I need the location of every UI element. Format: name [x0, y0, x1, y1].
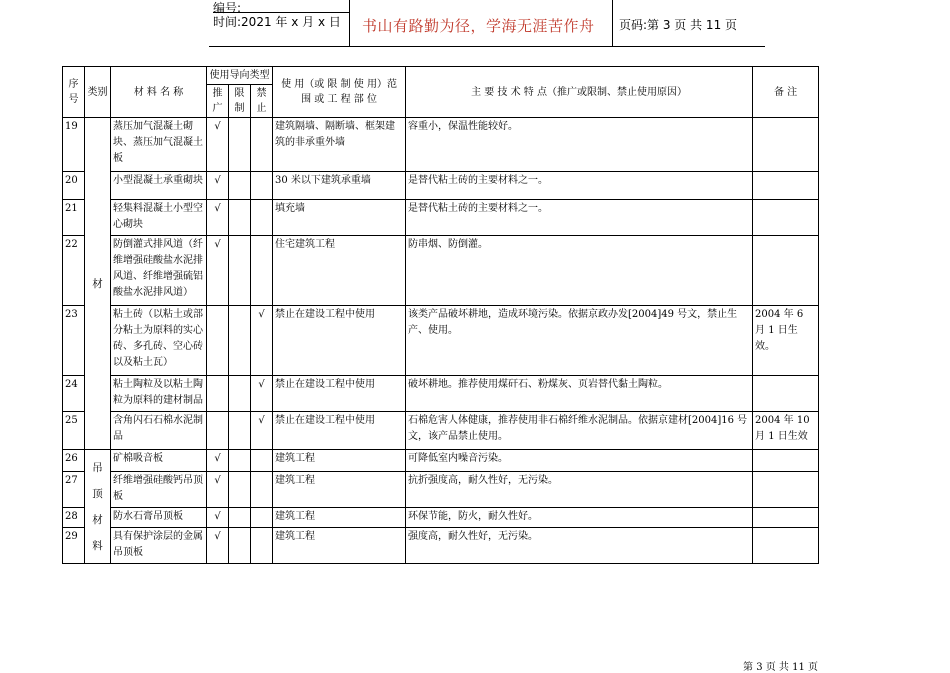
- material-name: 纤维增强硅酸钙吊顶板: [111, 472, 207, 508]
- usage-scope: 禁止在建设工程中使用: [273, 306, 406, 376]
- usage-scope: 建筑工程: [273, 472, 406, 508]
- promote-mark: [207, 412, 229, 450]
- motto-text: 书山有路勤为径，学海无涯苦作舟: [362, 17, 595, 35]
- restrict-mark: [229, 200, 251, 236]
- material-name: 防倒灌式排风道（纤维增强硅酸盐水泥排风道、纤维增强硫铝酸盐水泥排风道）: [111, 236, 207, 306]
- footer-page-number: 第 3 页 共 11 页: [743, 662, 818, 673]
- materials-table: [62, 66, 819, 564]
- restrict-mark: [229, 306, 251, 376]
- table-header-row-1: [63, 67, 819, 85]
- prohibit-mark: [251, 200, 273, 236]
- table-row: [63, 118, 819, 172]
- prohibit-mark: [251, 376, 273, 412]
- prohibit-mark: [251, 528, 273, 564]
- promote-mark: [207, 376, 229, 412]
- usage-scope: 填充墙: [273, 200, 406, 236]
- table-row: [63, 472, 819, 508]
- restrict-mark: [229, 172, 251, 200]
- table-row: [63, 306, 819, 376]
- serial-label: 编号:: [213, 1, 242, 15]
- material-name: 轻集料混凝土小型空心砌块: [111, 200, 207, 236]
- restrict-mark: [229, 118, 251, 172]
- material-name: 小型混凝土承重砌块: [111, 172, 207, 200]
- table-row: [63, 236, 819, 306]
- technical-features: 破坏耕地。推荐使用煤矸石、粉煤灰、页岩替代黏土陶粒。: [406, 376, 753, 412]
- technical-features: 石棉危害人体健康，推荐使用非石棉纤维水泥制品。依据京建材[2004]16 号文，该产品禁止使用。: [406, 412, 753, 450]
- table-row: [63, 172, 819, 200]
- category-material-label: 材: [92, 277, 103, 290]
- table-row: [63, 508, 819, 528]
- promote-mark: [207, 118, 229, 172]
- check-mark-icon: √: [258, 379, 265, 390]
- category-ceiling-char: 料: [92, 539, 103, 552]
- prohibit-mark: [251, 236, 273, 306]
- prohibit-mark: [251, 306, 273, 376]
- check-mark-icon: √: [214, 175, 221, 186]
- row-number: 29: [63, 528, 85, 564]
- material-name: 粘土砖（以粘土或部分粘土为原料的实心砖、多孔砖、空心砖以及粘土瓦）: [111, 306, 207, 376]
- check-mark-icon: √: [214, 121, 221, 132]
- row-number: 24: [63, 376, 85, 412]
- header-line-top: [213, 12, 349, 13]
- table-row: [63, 528, 819, 564]
- restrict-mark: [229, 412, 251, 450]
- header-divider-left: [349, 0, 350, 46]
- row-number: 27: [63, 472, 85, 508]
- row-number: 21: [63, 200, 85, 236]
- usage-scope: 禁止在建设工程中使用: [273, 412, 406, 450]
- promote-mark: [207, 236, 229, 306]
- page-label: 页码:第 3 页 共 11 页: [619, 18, 738, 32]
- col-remarks-header: 备 注: [753, 67, 819, 118]
- col-material-header: 材 料 名 称: [111, 67, 207, 118]
- promote-mark: [207, 172, 229, 200]
- category-ceiling-char: 材: [92, 513, 103, 526]
- remarks: [753, 472, 819, 508]
- check-mark-icon: √: [214, 453, 221, 464]
- prohibit-mark: [251, 172, 273, 200]
- header-divider-right: [612, 0, 613, 46]
- header-line-bottom: [209, 46, 765, 47]
- remarks: [753, 450, 819, 472]
- row-number: 25: [63, 412, 85, 450]
- table-row: [63, 412, 819, 450]
- technical-features: 是替代粘土砖的主要材料之一。: [406, 172, 753, 200]
- table-row: [63, 450, 819, 472]
- col-restrict-header: 限制: [229, 85, 251, 118]
- remarks: [753, 236, 819, 306]
- table-body: [63, 118, 819, 564]
- check-mark-icon: √: [214, 511, 221, 522]
- remarks: 2004 年 10 月 1 日生效: [753, 412, 819, 450]
- technical-features: 该类产品破坏耕地，造成环境污染。依据京政办发[2004]49 号文，禁止生产、使用。: [406, 306, 753, 376]
- check-mark-icon: √: [214, 531, 221, 542]
- technical-features: 容重小，保温性能较好。: [406, 118, 753, 172]
- check-mark-icon: √: [258, 309, 265, 320]
- category-ceiling-char: 吊: [92, 461, 103, 474]
- table-row: [63, 376, 819, 412]
- table-row: [63, 200, 819, 236]
- remarks: [753, 118, 819, 172]
- row-number: 28: [63, 508, 85, 528]
- row-number: 20: [63, 172, 85, 200]
- time-label: 时间:2021 年 x 月 x 日: [213, 15, 341, 29]
- usage-scope: 禁止在建设工程中使用: [273, 376, 406, 412]
- restrict-mark: [229, 450, 251, 472]
- restrict-mark: [229, 528, 251, 564]
- restrict-mark: [229, 236, 251, 306]
- check-mark-icon: √: [214, 203, 221, 214]
- usage-scope: 30 米以下建筑承重墙: [273, 172, 406, 200]
- technical-features: 强度高，耐久性好，无污染。: [406, 528, 753, 564]
- material-name: 含角闪石石棉水泥制品: [111, 412, 207, 450]
- usage-scope: 建筑工程: [273, 508, 406, 528]
- row-number: 19: [63, 118, 85, 172]
- remarks: [753, 528, 819, 564]
- prohibit-mark: [251, 118, 273, 172]
- material-name: 具有保护涂层的金属吊顶板: [111, 528, 207, 564]
- usage-scope: 住宅建筑工程: [273, 236, 406, 306]
- col-seq-header: 序号: [63, 67, 85, 118]
- category-cell-material: [85, 118, 111, 450]
- promote-mark: [207, 450, 229, 472]
- check-mark-icon: √: [214, 475, 221, 486]
- remarks: 2004 年 6 月 1 日生效。: [753, 306, 819, 376]
- category-ceiling-char: 顶: [92, 487, 103, 500]
- col-prohibit-header: 禁止: [251, 85, 273, 118]
- material-name: 粘土陶粒及以粘土陶粒为原料的建材制品: [111, 376, 207, 412]
- restrict-mark: [229, 508, 251, 528]
- usage-scope: 建筑工程: [273, 450, 406, 472]
- material-name: 蒸压加气混凝土砌块、蒸压加气混凝土板: [111, 118, 207, 172]
- remarks: [753, 200, 819, 236]
- col-scope-header: 使 用（或 限 制 使 用）范 围 或 工 程 部 位: [273, 67, 406, 118]
- col-promote-header: 推广: [207, 85, 229, 118]
- col-features-header: 主 要 技 术 特 点（推广或限制、禁止使用原因）: [406, 67, 753, 118]
- technical-features: 是替代粘土砖的主要材料之一。: [406, 200, 753, 236]
- prohibit-mark: [251, 508, 273, 528]
- prohibit-mark: [251, 472, 273, 508]
- remarks: [753, 376, 819, 412]
- material-name: 防水石膏吊顶板: [111, 508, 207, 528]
- material-name: 矿棉吸音板: [111, 450, 207, 472]
- technical-features: 防串烟、防倒灌。: [406, 236, 753, 306]
- col-guide-group-header: 使用导向类型: [207, 67, 273, 85]
- promote-mark: [207, 472, 229, 508]
- technical-features: 可降低室内噪音污染。: [406, 450, 753, 472]
- promote-mark: [207, 306, 229, 376]
- promote-mark: [207, 508, 229, 528]
- check-mark-icon: √: [214, 239, 221, 250]
- restrict-mark: [229, 376, 251, 412]
- restrict-mark: [229, 472, 251, 508]
- technical-features: 环保节能，防火，耐久性好。: [406, 508, 753, 528]
- promote-mark: [207, 528, 229, 564]
- col-category-header: 类别: [85, 67, 111, 118]
- usage-scope: 建筑工程: [273, 528, 406, 564]
- usage-scope: 建筑隔墙、隔断墙、框架建筑的非承重外墙: [273, 118, 406, 172]
- row-number: 26: [63, 450, 85, 472]
- prohibit-mark: [251, 412, 273, 450]
- remarks: [753, 172, 819, 200]
- remarks: [753, 508, 819, 528]
- promote-mark: [207, 200, 229, 236]
- technical-features: 抗折强度高，耐久性好，无污染。: [406, 472, 753, 508]
- category-cell-ceiling: [85, 450, 111, 564]
- prohibit-mark: [251, 450, 273, 472]
- row-number: 23: [63, 306, 85, 376]
- check-mark-icon: √: [258, 415, 265, 426]
- row-number: 22: [63, 236, 85, 306]
